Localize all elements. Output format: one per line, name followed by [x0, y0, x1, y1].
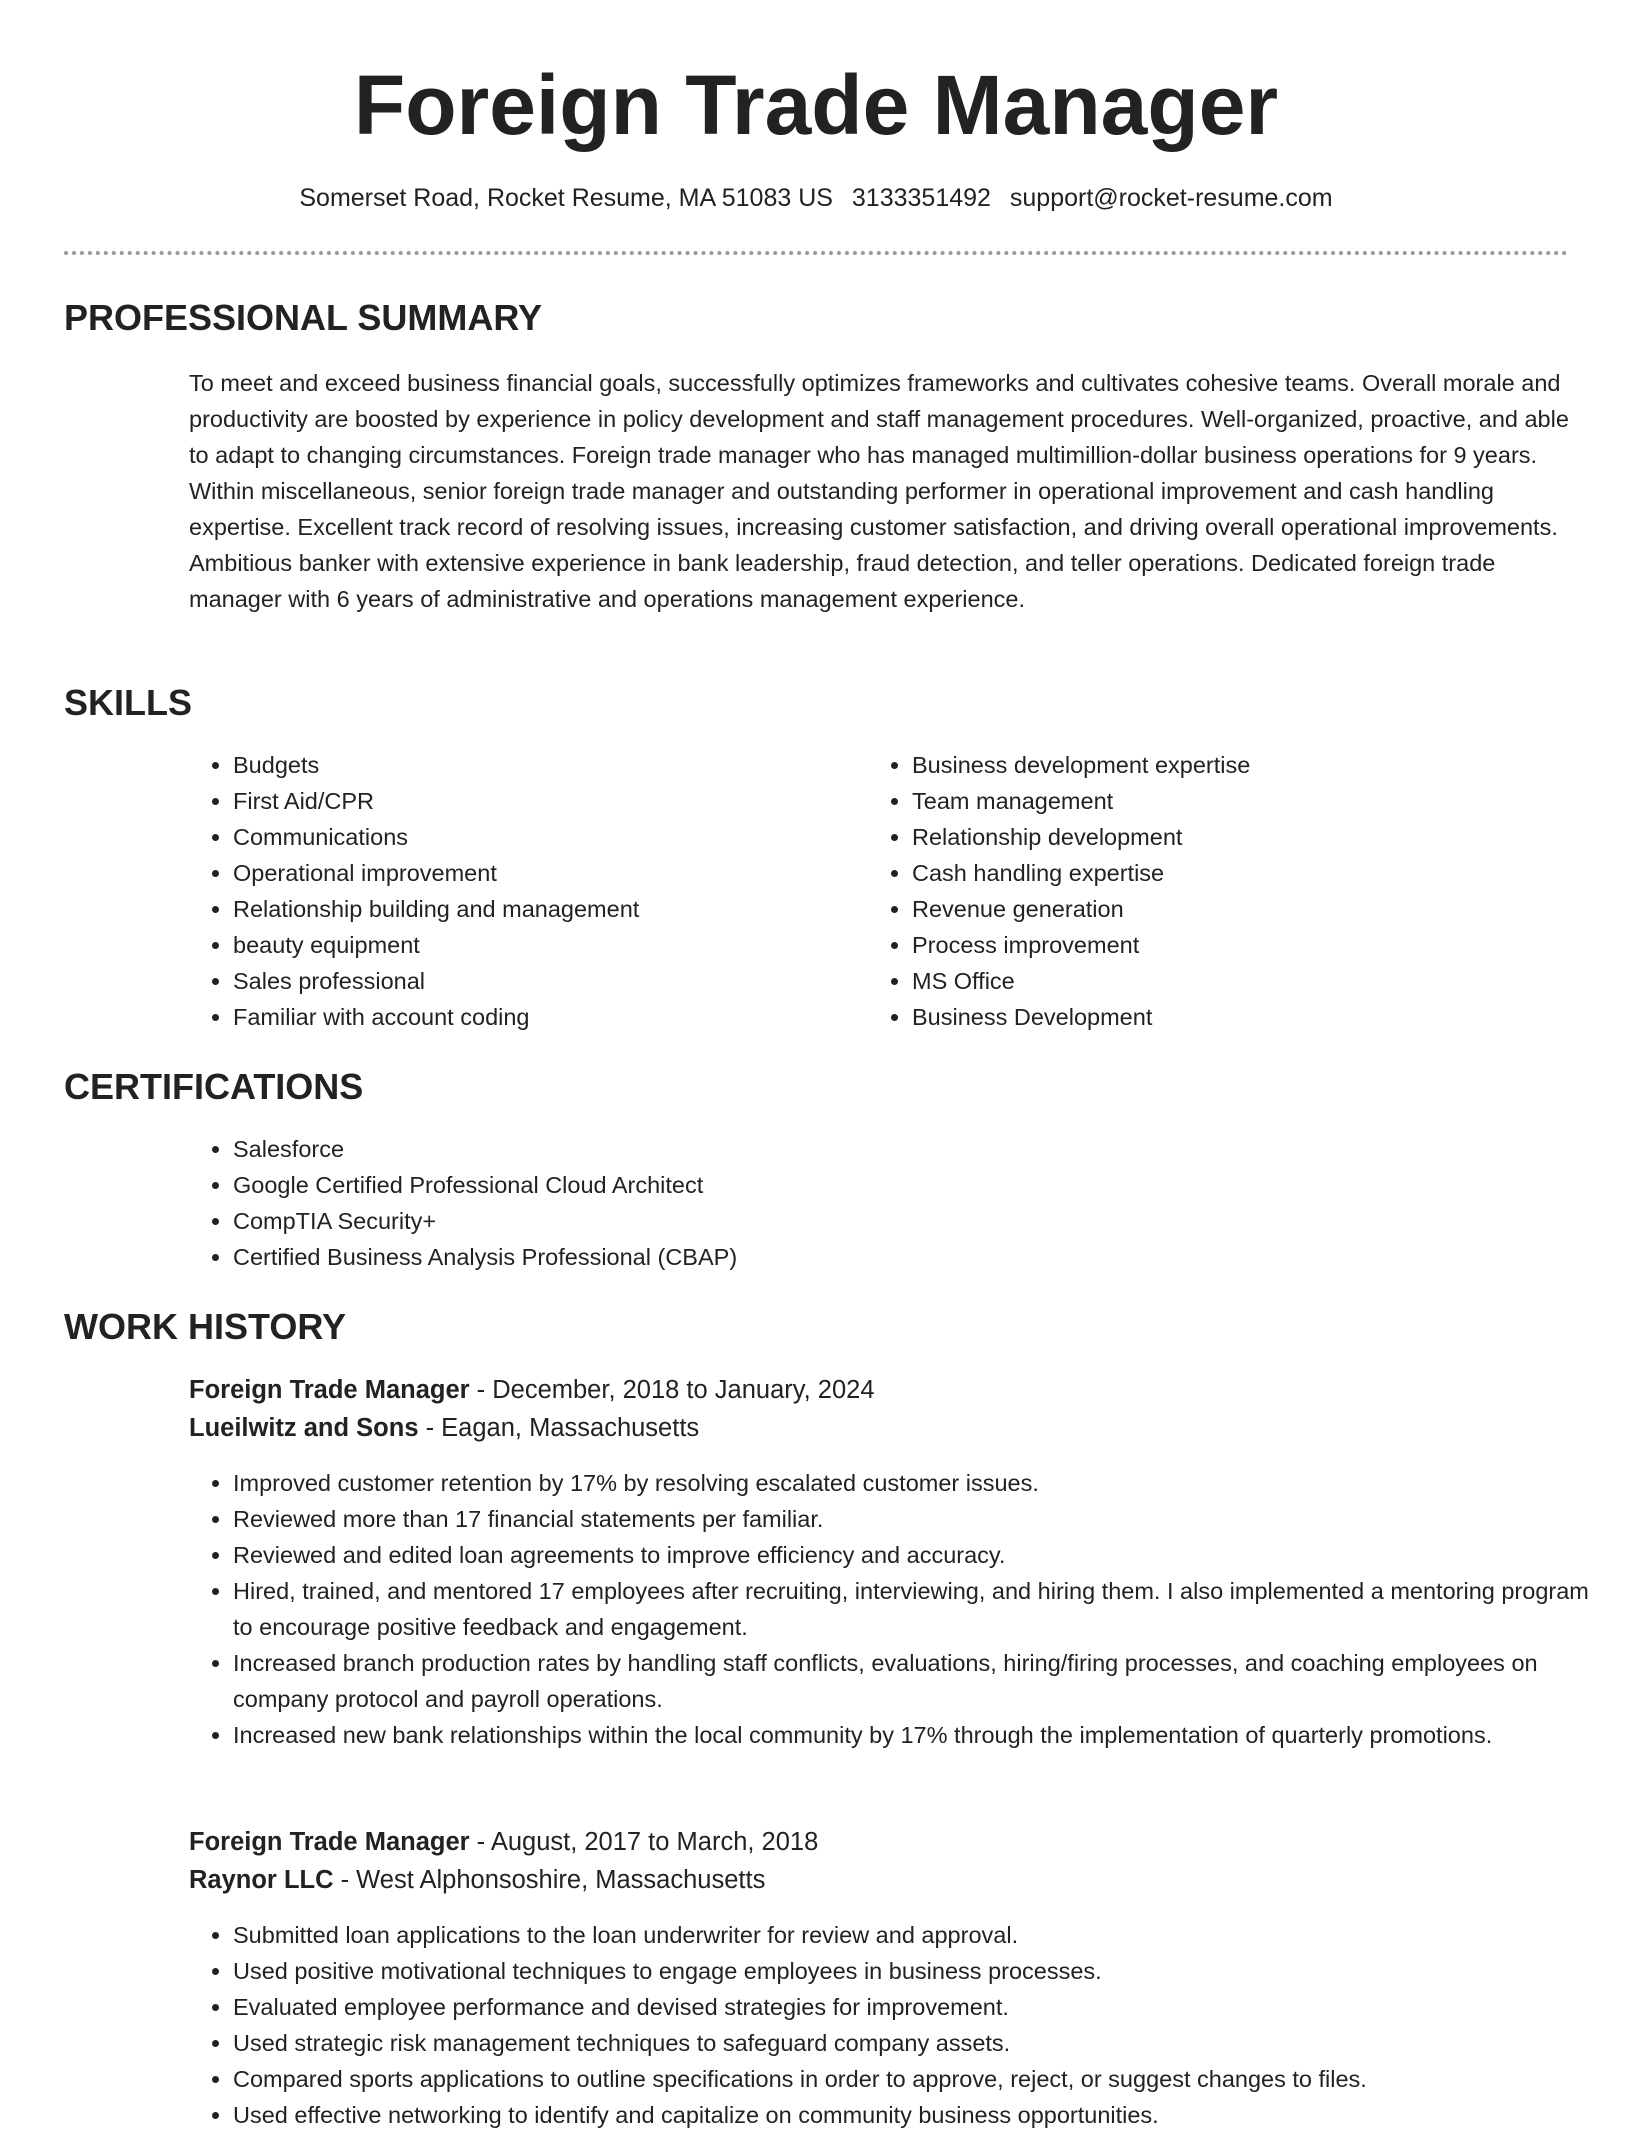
job-bullet: • Increased branch production rates by handling staff conflicts, evaluations, hiring/firing processes, and coaching employees on company protocol and payroll operations. — [233, 1645, 1613, 1717]
skill-item: • Sales professional — [233, 963, 853, 999]
job-bullet: • Compared sports applications to outline specifications in order to approve, reject, or suggest changes to files. — [233, 2061, 1613, 2097]
job-bullets — [189, 1917, 1613, 2133]
job-bullet: • Reviewed and edited loan agreements to improve efficiency and accuracy. — [233, 1537, 1613, 1573]
skill-item: • MS Office — [912, 963, 1552, 999]
job-title-line — [189, 1823, 818, 1861]
skill-item: • Budgets — [233, 747, 853, 783]
job-bullet: • Used positive motivational techniques to engage employees in business processes. — [233, 1953, 1613, 1989]
certification-item: • Salesforce — [233, 1131, 1533, 1167]
contact-phone: 3133351492 — [851, 184, 991, 212]
job-bullet: • Reviewed more than 17 financial statements per familiar. — [233, 1501, 1613, 1537]
skills-list-right — [868, 747, 1552, 1035]
certification-item: • Certified Business Analysis Professional (CBAP) — [233, 1239, 1533, 1275]
skill-item: • Business Development — [912, 999, 1552, 1035]
job-bullet: • Increased new bank relationships within the local community by 17% through the implementation of quarterly promotions. — [233, 1717, 1613, 1753]
skill-item: • Cash handling expertise — [912, 855, 1552, 891]
job-role: Foreign Trade Manager — [189, 1828, 470, 1856]
certifications-list — [189, 1131, 1533, 1275]
summary-heading: PROFESSIONAL SUMMARY — [64, 297, 543, 338]
job-bullet: • Hired, trained, and mentored 17 employees after recruiting, interviewing, and hiring them. I also implemented a mentoring program to encourage positive feedback and engagement. — [233, 1573, 1613, 1645]
skill-item: • Operational improvement — [233, 855, 853, 891]
job-bullets — [189, 1465, 1613, 1753]
job-bullet: • Used effective networking to identify and capitalize on community business opportunities. — [233, 2097, 1613, 2133]
certification-item: • CompTIA Security+ — [233, 1203, 1533, 1239]
job-location: - Eagan, Massachusetts — [418, 1414, 700, 1442]
job-dates: - December, 2018 to January, 2024 — [469, 1376, 875, 1404]
contact-address: Somerset Road, Rocket Resume, MA 51083 US — [299, 184, 833, 212]
job-bullet: • Evaluated employee performance and devised strategies for improvement. — [233, 1989, 1613, 2025]
job-company: Lueilwitz and Sons — [189, 1414, 419, 1442]
job-title-line — [189, 1371, 875, 1409]
skill-item: • Revenue generation — [912, 891, 1552, 927]
skills-heading: SKILLS — [64, 682, 193, 723]
skills-list-left — [189, 747, 853, 1035]
job-dates: - August, 2017 to March, 2018 — [469, 1828, 819, 1856]
skill-item: • First Aid/CPR — [233, 783, 853, 819]
skill-item: • Business development expertise — [912, 747, 1552, 783]
skill-item: • Communications — [233, 819, 853, 855]
skill-item: • Process improvement — [912, 927, 1552, 963]
certification-item: • Google Certified Professional Cloud Architect — [233, 1167, 1533, 1203]
skill-item: • Relationship building and management — [233, 891, 853, 927]
job-role: Foreign Trade Manager — [189, 1376, 470, 1404]
job-bullet: • Improved customer retention by 17% by resolving escalated customer issues. — [233, 1465, 1613, 1501]
job-bullet: • Used strategic risk management techniques to safeguard company assets. — [233, 2025, 1613, 2061]
contact-line — [0, 178, 1632, 218]
contact-email: support@rocket-resume.com — [1009, 184, 1333, 212]
certifications-heading: CERTIFICATIONS — [64, 1066, 364, 1107]
summary-text: To meet and exceed business financial goals, successfully optimizes frameworks and cultivates cohesive teams. Overall morale and productivity are boosted by experience in policy development and staff management procedures. Well-organized, proactive, and able to adapt to changing circumstances. Foreign trade manager who has managed multimillion-dollar business operations for 9 years. Within miscellaneous, senior foreign trade manager and outstanding performer in operational improvement and cash handling expertise. Excellent track record of resolving issues, increasing customer satisfaction, and driving overall operational improvements. Ambitious banker with extensive experience in bank leadership, fraud detection, and teller operations. Dedicated foreign trade manager with 6 years of administrative and operations management experience. — [189, 370, 1569, 612]
job-company-line — [189, 1861, 765, 1899]
job-company-line — [189, 1409, 699, 1447]
resume-name: Foreign Trade Manager — [353, 58, 1279, 152]
header-divider — [64, 251, 1568, 255]
skill-item: • beauty equipment — [233, 927, 853, 963]
job-company: Raynor LLC — [189, 1866, 334, 1894]
work-history-heading: WORK HISTORY — [64, 1306, 347, 1347]
skill-item: • Team management — [912, 783, 1552, 819]
skill-item: • Relationship development — [912, 819, 1552, 855]
job-bullet: • Submitted loan applications to the loan underwriter for review and approval. — [233, 1917, 1613, 1953]
skill-item: • Familiar with account coding — [233, 999, 853, 1035]
job-location: - West Alphonsoshire, Massachusetts — [333, 1866, 766, 1894]
